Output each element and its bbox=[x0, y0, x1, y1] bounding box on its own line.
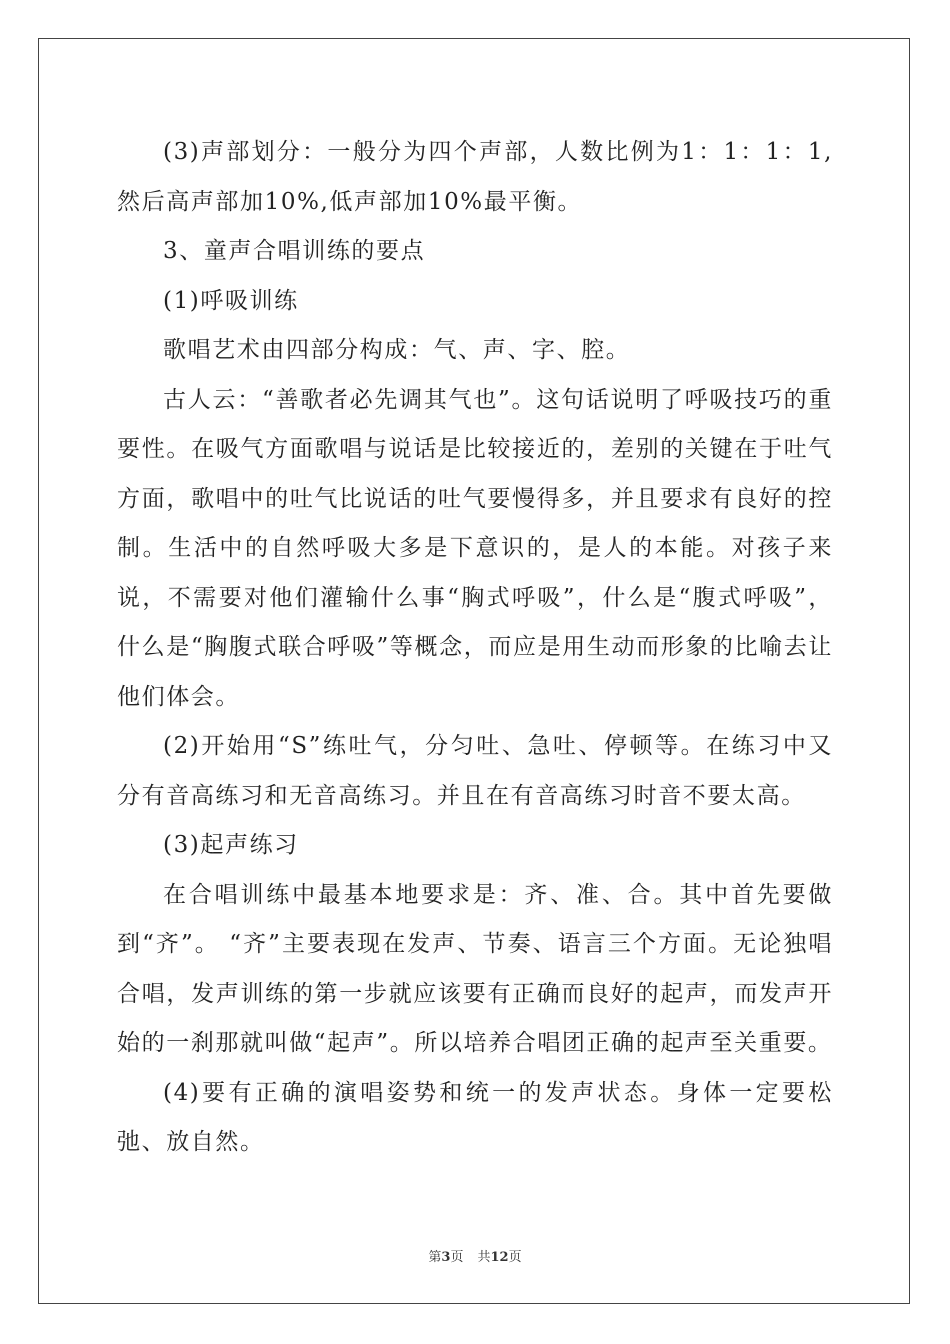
section-heading-training-points: 3、童声合唱训练的要点 bbox=[163, 238, 426, 264]
document-body bbox=[117, 128, 833, 1168]
page-footer bbox=[0, 1246, 950, 1265]
current-page-number: 3 bbox=[441, 1250, 451, 1265]
paragraph-choir-onset: 在合唱训练中最基本地要求是：齐、准、合。其中首先要做到“齐”。 “齐”主要表现在发声、节奏、语言三个方面。无论独唱合唱，发声训练的第一步就应该要有正确而良好的起声，而发声开始的一刹那就叫做“起声”。所以培养合唱团正确的起声至关重要。 bbox=[117, 881, 833, 1056]
paragraph-breathing-technique: 古人云：“善歌者必先调其气也”。这句话说明了呼吸技巧的重要性。在吸气方面歌唱与说话是比较接近的，差别的关键在于吐气方面，歌唱中的吐气比说话的吐气要慢得多，并且要求有良好的控制。生活中的自然呼吸大多是下意识的，是人的本能。对孩子来说，不需要对他们灌输什么事“胸式呼吸”，什么是“腹式呼吸”，什么是“胸腹式联合呼吸”等概念，而应是用生动而形象的比喻去让他们体会。 bbox=[117, 386, 833, 710]
subheading-onset-practice: (3)起声练习 bbox=[163, 832, 299, 858]
total-pages-indicator: 共12页 bbox=[477, 1250, 522, 1265]
paragraph-singing-art: 歌唱艺术由四部分构成：气、声、字、腔。 bbox=[163, 337, 631, 363]
paragraph-voice-parts: (3)声部划分：一般分为四个声部，人数比例为1：1：1：1,然后高声部加10%,低声部加10%最平衡。 bbox=[117, 139, 833, 215]
page-indicator: 第3页 bbox=[428, 1250, 464, 1265]
paragraph-exhale-practice: (2)开始用“S”练吐气，分匀吐、急吐、停顿等。在练习中又分有音高练习和无音高练习。并且在有音高练习时音不要太高。 bbox=[117, 733, 833, 809]
paragraph-posture: (4)要有正确的演唱姿势和统一的发声状态。身体一定要松弛、放自然。 bbox=[117, 1079, 833, 1155]
subheading-breathing-training: (1)呼吸训练 bbox=[163, 287, 299, 314]
total-pages-number: 12 bbox=[490, 1250, 509, 1265]
